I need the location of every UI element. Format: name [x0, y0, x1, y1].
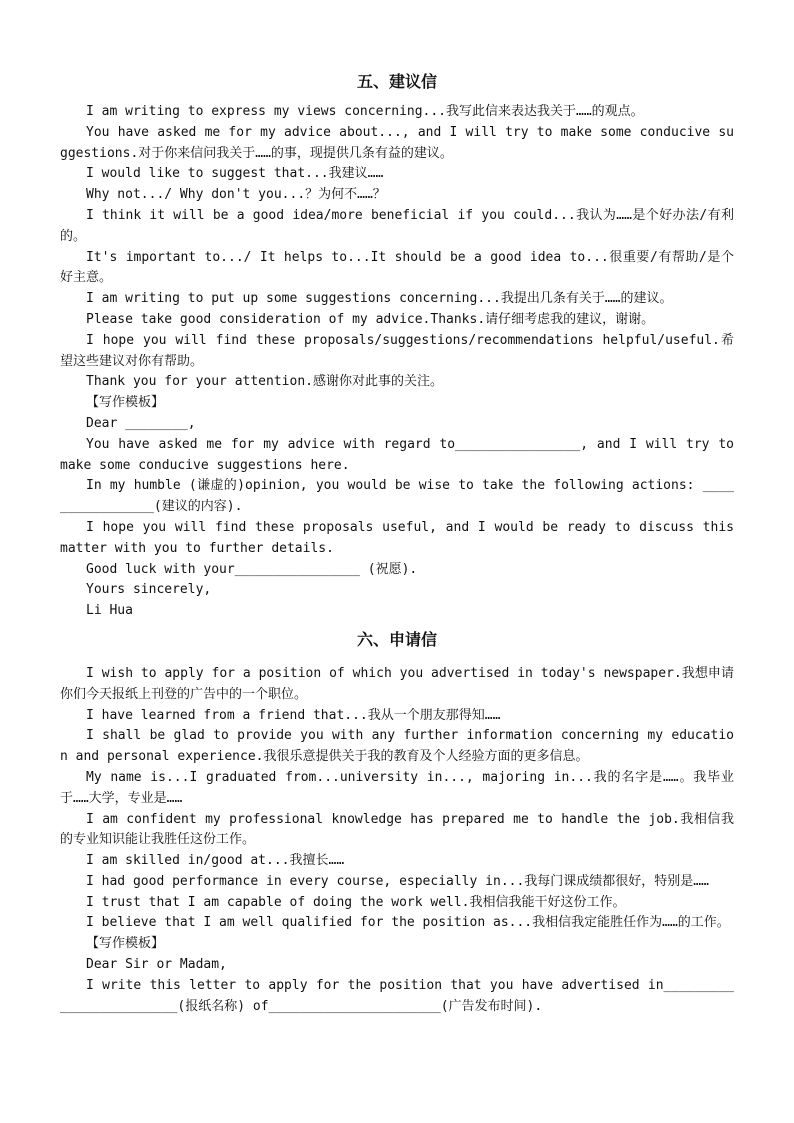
template-heading: 【写作模板】 [86, 395, 165, 411]
template-line: Dear ________, [86, 415, 196, 431]
section-title-suggestion-letter: 五、建议信 [356, 72, 437, 91]
paragraph-line: I am writing to express my views concerning...我写此信来表达我关于……的观点。 [86, 104, 644, 119]
template-line: You have asked me for my advice with regard to________________, and I will try to make some conducive suggestions here. [60, 436, 734, 473]
paragraph-line: I would like to suggest that...我建议…… [86, 166, 384, 182]
paragraph-line: I had good performance in every course, especially in...我每门课成绩都很好，特别是…… [86, 873, 709, 889]
paragraph-line: Why not.../ Why don't you...？为何不……？ [86, 187, 386, 203]
paragraph-line: I believe that I am well qualified for the position as...我相信我定能胜任作为……的工作。 [86, 915, 730, 931]
template-line: Dear Sir or Madam, [86, 957, 227, 973]
template-line: I hope you will find these proposals useful, and I would be ready to discuss this matter with you to further details. [60, 519, 734, 556]
paragraph-line: I have learned from a friend that...我从一个朋友那得知…… [86, 707, 501, 723]
paragraph-line: I am writing to put up some suggestions concerning...我提出几条有关于……的建议。 [86, 291, 673, 307]
template-line: I write this letter to apply for the position that you have advertised in________________________(报纸名称) of______________________(广告发布时间). [60, 977, 734, 1014]
paragraph-line: I am skilled in/good at...我擅长…… [86, 853, 345, 869]
application-letter-lines [60, 664, 734, 1018]
paragraph-line: My name is...I graduated from...university in..., majoring in...我的名字是……。我毕业于……大学，专业是…… [60, 769, 734, 806]
paragraph-line: I shall be glad to provide you with any further information concerning my education and personal experience.我很乐意提供关于我的教育及个人经验方面的更多信息。 [60, 728, 734, 765]
paragraph-line: I trust that I am capable of doing the work well.我相信我能干好这份工作。 [86, 894, 626, 910]
paragraph-line: You have asked me for my advice about..., and I will try to make some conducive suggestions.对于你来信问我关于……的事，现提供几条有益的建议。 [60, 124, 734, 161]
paragraph-line: It's important to.../ It helps to...It should be a good idea to...很重要/有帮助/是个好主意。 [60, 249, 734, 286]
template-line: Li Hua [86, 603, 133, 619]
template-line: Yours sincerely, [86, 582, 212, 598]
paragraph-line: I wish to apply for a position of which you advertised in today's newspaper.我想申请你们今天报纸上刊登的广告中的一个职位。 [60, 665, 734, 702]
paragraph-line: I hope you will find these proposals/suggestions/recommendations helpful/useful.希望这些建议对你有帮助。 [60, 332, 734, 369]
paragraph-line: Thank you for your attention.感谢你对此事的关注。 [86, 374, 443, 390]
paragraph-line: I think it will be a good idea/more beneficial if you could...我认为……是个好办法/有利的。 [60, 207, 734, 244]
section-title-application-letter: 六、申请信 [356, 629, 437, 649]
suggestion-letter-lines [60, 102, 734, 622]
paragraph-line: I am confident my professional knowledge has prepared me to handle the job.我相信我的专业知识能让我胜任这份工作。 [60, 811, 734, 848]
paragraph-line: Please take good consideration of my advice.Thanks.请仔细考虑我的建议，谢谢。 [86, 311, 655, 327]
template-line: In my humble (谦虚的)opinion, you would be wise to take the following actions: ________________(建议的内容). [60, 478, 734, 515]
template-heading: 【写作模板】 [86, 936, 165, 952]
document-content [60, 68, 734, 1017]
template-line: Good luck with your________________ (祝愿). [86, 561, 418, 577]
